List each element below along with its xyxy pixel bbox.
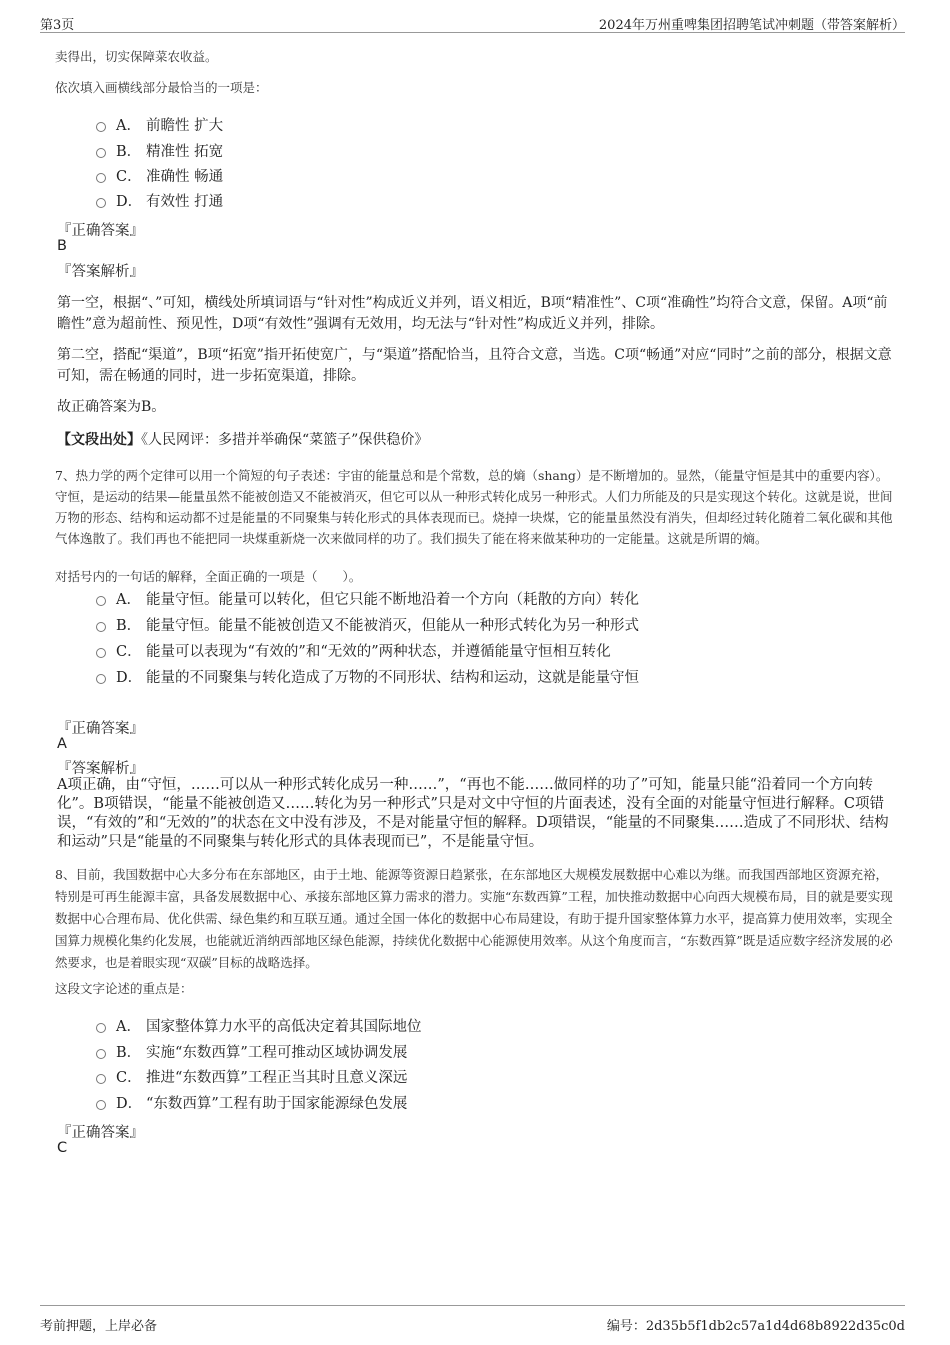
q7-option-d[interactable]: D． 能量的不同聚集与转化造成了万物的不同形状、结构和运动，这就是能量守恒 xyxy=(96,666,639,688)
radio-icon[interactable] xyxy=(96,674,106,684)
q6-answer: B xyxy=(57,238,67,254)
q6-analysis-1: 第一空，根据“、”可知，横线处所填词语与“针对性”构成近义并列，语义相近，B项“精准性”、C项“准确性”均符合文意，保留。A项“前瞻性”意为超前性、预见性，D项“有效性”强调有无效用，均无法与“针对性”构成近义并列，排除。 xyxy=(57,295,888,332)
q7-answer-label: 『正确答案』 xyxy=(57,721,144,737)
q6-answer-label: 『正确答案』 xyxy=(57,223,144,239)
radio-icon[interactable] xyxy=(96,148,106,158)
q8-option-a[interactable]: A． 国家整体算力水平的高低决定着其国际地位 xyxy=(96,1015,422,1037)
q7-stem: 7、热力学的两个定律可以用一个简短的句子表述：宇宙的能量总和是个常数，总的熵（shang）是不断增加的。显然，（能量守恒是其中的重要内容）。守恒，是运动的结果—能量虽然不能被创造又不能被消灭，但它可以从一种形式转化成另一种形式。人们力所能及的只是实现这个转化。这就是说，世间万物的形态、结构和运动都不过是能量的不同聚集与转化形式的具体表现而已。烧掉一块煤，它的能量虽然没有消失，但却经过转化随着二氧化碳和其他气体逸散了。我们再也不能把同一块煤重新烧一次来做同样的功了。我们损失了能在将来做某种功的一定能量。这就是所谓的熵。 xyxy=(55,468,893,546)
q6-analysis-2: 第二空，搭配“渠道”，B项“拓宽”指开拓使宽广，与“渠道”搭配恰当，且符合文意，当选。C项“畅通”对应“同时”之前的部分，根据文意可知，需在畅通的同时，进一步拓宽渠道，排除。 xyxy=(57,347,892,384)
radio-icon[interactable] xyxy=(96,596,106,606)
document-id: 编号：2d35b5f1db2c57a1d4d68b8922d35c0d xyxy=(606,1319,905,1334)
q6-analysis-label: 『答案解析』 xyxy=(57,264,144,280)
radio-icon[interactable] xyxy=(96,1074,106,1084)
q8-option-b[interactable]: B． 实施“东数西算”工程可推动区域协调发展 xyxy=(96,1041,407,1063)
q8-answer: C xyxy=(57,1140,68,1156)
radio-icon[interactable] xyxy=(96,1100,106,1110)
q6-source xyxy=(57,430,893,451)
q7-option-b[interactable]: B． 能量守恒。能量不能被创造又不能被消灭，但能从一种形式转化为另一种形式 xyxy=(96,614,639,636)
radio-icon[interactable] xyxy=(96,198,106,208)
page-number: 第3页 xyxy=(40,18,75,33)
footer-slogan: 考前押题，上岸必备 xyxy=(40,1319,158,1334)
q7-analysis-label: 『答案解析』 xyxy=(57,761,144,777)
q8-stem: 8、目前，我国数据中心大多分布在东部地区，由于土地、能源等资源日趋紧张，在东部地区大规模发展数据中心难以为继。而我国西部地区资源充裕，特别是可再生能源丰富，具备发展数据中心、承接东部地区算力需求的潜力。实施“东数西算”工程，加快推动数据中心向西大规模布局，目的就是要实现数据中心合理布局、优化供需、绿色集约和互联互通。通过全国一体化的数据中心布局建设，有助于提升国家整体算力水平，提高算力使用效率，实现全国算力规模化集约化发展，也能就近消纳西部地区绿色能源，持续优化数据中心能源使用效率。从这个角度而言，“东数西算”既是适应数字经济发展的必然要求，也是着眼实现“双碳”目标的战略选择。 xyxy=(55,867,893,970)
q8-option-c[interactable]: C． 推进“东数西算”工程正当其时且意义深远 xyxy=(96,1066,407,1088)
page-header xyxy=(40,12,905,33)
page-footer xyxy=(40,1305,905,1334)
radio-icon[interactable] xyxy=(96,122,106,132)
radio-icon[interactable] xyxy=(96,622,106,632)
document-title: 2024年万州重啤集团招聘笔试冲刺题（带答案解析） xyxy=(598,18,905,33)
q7-option-a[interactable]: A． 能量守恒。能量可以转化，但它只能不断地沿着一个方向（耗散的方向）转化 xyxy=(96,588,639,610)
q6-option-c[interactable]: C． 准确性 畅通 xyxy=(96,165,223,187)
radio-icon[interactable] xyxy=(96,173,106,183)
radio-icon[interactable] xyxy=(96,1049,106,1059)
q6-option-d[interactable]: D． 有效性 打通 xyxy=(96,190,223,212)
q6-option-a[interactable]: A． 前瞻性 扩大 xyxy=(96,114,223,136)
q6-analysis-3: 故正确答案为B。 xyxy=(57,399,166,415)
q7-prompt: 对括号内的一句话的解释，全面正确的一项是（ ）。 xyxy=(55,569,362,584)
q8-answer-label: 『正确答案』 xyxy=(57,1125,144,1141)
q7-answer: A xyxy=(57,736,67,752)
q8-prompt: 这段文字论述的重点是： xyxy=(55,981,193,996)
q6-prompt: 依次填入画横线部分最恰当的一项是： xyxy=(55,80,268,95)
q6-tail: 卖得出，切实保障菜农收益。 xyxy=(55,49,218,64)
radio-icon[interactable] xyxy=(96,648,106,658)
q7-option-c[interactable]: C． 能量可以表现为“有效的”和“无效的”两种状态，并遵循能量守恒相互转化 xyxy=(96,640,611,662)
radio-icon[interactable] xyxy=(96,1023,106,1033)
q6-option-b[interactable]: B． 精准性 拓宽 xyxy=(96,140,223,162)
q8-option-d[interactable]: D． “东数西算”工程有助于国家能源绿色发展 xyxy=(96,1092,407,1114)
q7-analysis: A项正确，由“守恒，……可以从一种形式转化成另一种……”，“再也不能……做同样的功了”可知，能量只能“沿着同一个方向转化”。B项错误，“能量不能被创造又……转化为另一种形式”只是对文中守恒的片面表述，没有全面的对能量守恒进行解释。C项错误，“有效的”和“无效的”的状态在文中没有涉及，不是对能量守恒的解释。D项错误，“能量的不同聚集……造成了不同形状、结构和运动”只是“能量的不同聚集与转化形式的具体表现而已”，不是能量守恒。 xyxy=(57,777,889,850)
source-label: 【文段出处】 xyxy=(57,432,141,448)
source-text: 《人民网评：多措并举确保“菜篮子”保供稳价》 xyxy=(141,432,429,448)
